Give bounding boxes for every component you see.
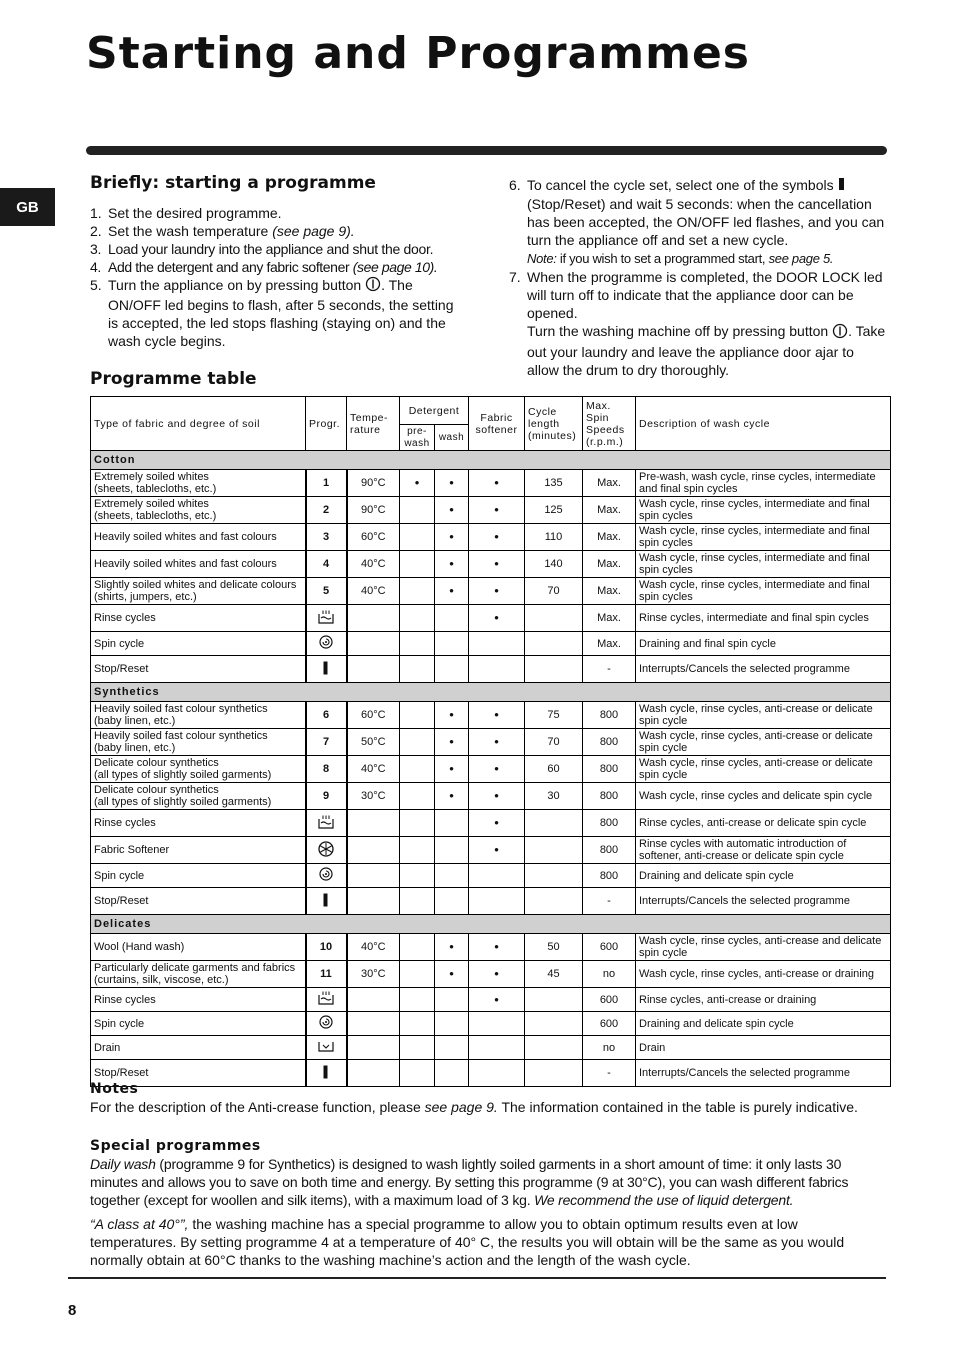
- table-row: [91, 702, 891, 729]
- cell-description: Wash cycle, rinse cycles, intermediate and final spin cycles: [636, 578, 891, 605]
- cell-softener: [469, 1012, 525, 1036]
- table-row: [91, 551, 891, 578]
- cell-temperature: [347, 837, 400, 864]
- cell-cycle-length: 70: [525, 729, 583, 756]
- step-item: 5. Turn the appliance on by pressing button . The ON/OFF led begins to flash, after 5 seconds, the setting is accepted, the led stops flashing (staying on) and the wash cycle begins.: [90, 277, 454, 350]
- cell-prewash: [400, 729, 435, 756]
- cell-description: Drain: [636, 1036, 891, 1060]
- cell-prewash: [400, 888, 435, 915]
- header-prewash: pre-wash: [400, 425, 435, 451]
- header-wash: wash: [435, 425, 469, 451]
- cell-spin-speed: no: [583, 961, 636, 988]
- step-item: 1. Set the desired programme.: [90, 205, 282, 221]
- cell-wash: [435, 656, 469, 683]
- cell-fabric-type: Extremely soiled whites (sheets, tablecloths, etc.): [91, 497, 306, 524]
- cell-programme-number: 9: [306, 783, 347, 810]
- cell-wash: [435, 864, 469, 888]
- cell-wash: [435, 837, 469, 864]
- cell-temperature: [347, 656, 400, 683]
- cell-description: Wash cycle, rinse cycles and delicate spin cycle: [636, 783, 891, 810]
- cell-cycle-length: 135: [525, 470, 583, 497]
- cell-wash: •: [435, 524, 469, 551]
- cell-temperature: [347, 632, 400, 656]
- cell-description: Draining and delicate spin cycle: [636, 1012, 891, 1036]
- brief-heading: Briefly: starting a programme: [90, 173, 376, 193]
- cell-cycle-length: [525, 988, 583, 1012]
- cell-description: Wash cycle, rinse cycles, anti-crease or delicate spin cycle: [636, 729, 891, 756]
- section-row: [91, 451, 891, 470]
- table-row: [91, 656, 891, 683]
- cell-fabric-type: Stop/Reset: [91, 888, 306, 915]
- step-item: 4. Add the detergent and any fabric softener (see page 10).: [90, 259, 438, 275]
- cell-spin-speed: -: [583, 1060, 636, 1087]
- cell-prewash: [400, 578, 435, 605]
- header-spin-speed: Max. Spin Speeds (r.p.m.): [583, 397, 636, 451]
- cell-spin-speed: 600: [583, 1012, 636, 1036]
- cell-wash: •: [435, 470, 469, 497]
- cell-description: Rinse cycles, intermediate and final spin cycles: [636, 605, 891, 632]
- cell-prewash: •: [400, 470, 435, 497]
- cell-softener: •: [469, 702, 525, 729]
- cell-cycle-length: 70: [525, 578, 583, 605]
- cell-programme-symbol: [306, 605, 347, 632]
- cell-temperature: 40°C: [347, 756, 400, 783]
- table-row: [91, 470, 891, 497]
- table-row: [91, 632, 891, 656]
- cell-prewash: [400, 524, 435, 551]
- programme-table: [90, 396, 891, 1087]
- cell-description: Rinse cycles, anti-crease or draining: [636, 988, 891, 1012]
- cell-softener: •: [469, 729, 525, 756]
- cell-temperature: 40°C: [347, 578, 400, 605]
- cell-fabric-type: Slightly soiled whites and delicate colours (shirts, jumpers, etc.): [91, 578, 306, 605]
- cell-fabric-type: Spin cycle: [91, 864, 306, 888]
- table-row: [91, 1012, 891, 1036]
- special-heading: Special programmes: [90, 1138, 261, 1154]
- cell-programme-symbol: [306, 988, 347, 1012]
- cell-cycle-length: [525, 1036, 583, 1060]
- cell-fabric-type: Heavily soiled whites and fast colours: [91, 524, 306, 551]
- cell-softener: •: [469, 783, 525, 810]
- cell-fabric-type: Extremely soiled whites (sheets, tablecloths, etc.): [91, 470, 306, 497]
- cell-description: Wash cycle, rinse cycles, intermediate and final spin cycles: [636, 524, 891, 551]
- table-row: [91, 888, 891, 915]
- cell-prewash: [400, 864, 435, 888]
- section-row: [91, 915, 891, 934]
- cell-description: Wash cycle, rinse cycles, anti-crease and delicate spin cycle: [636, 934, 891, 961]
- cell-programme-number: 6: [306, 702, 347, 729]
- cell-spin-speed: Max.: [583, 578, 636, 605]
- table-row: [91, 524, 891, 551]
- cell-description: Wash cycle, rinse cycles, anti-crease or delicate spin cycle: [636, 756, 891, 783]
- cell-wash: •: [435, 783, 469, 810]
- cell-description: Interrupts/Cancels the selected programme: [636, 1060, 891, 1087]
- notes-text: For the description of the Anti-crease function, please see page 9. The information contained in the table is purely indicative.: [90, 1099, 858, 1115]
- header-type: Type of fabric and degree of soil: [91, 397, 306, 451]
- cell-temperature: [347, 1012, 400, 1036]
- cell-softener: [469, 656, 525, 683]
- notes-heading: Notes: [90, 1081, 139, 1097]
- cell-fabric-type: Fabric Softener: [91, 837, 306, 864]
- table-row: [91, 578, 891, 605]
- cell-wash: •: [435, 551, 469, 578]
- cell-wash: •: [435, 961, 469, 988]
- table-row: [91, 756, 891, 783]
- cell-prewash: [400, 605, 435, 632]
- cell-temperature: [347, 1036, 400, 1060]
- cell-fabric-type: Stop/Reset: [91, 656, 306, 683]
- cell-description: Interrupts/Cancels the selected programme: [636, 888, 891, 915]
- cell-programme-number: 3: [306, 524, 347, 551]
- table-row: [91, 810, 891, 837]
- cell-cycle-length: 30: [525, 783, 583, 810]
- cell-prewash: [400, 934, 435, 961]
- steps-list-right: [509, 176, 889, 379]
- steps-list-left: [90, 204, 465, 350]
- step-item: 3. Load your laundry into the appliance and shut the door.: [90, 241, 434, 257]
- language-tab: GB: [0, 188, 55, 226]
- section-row: [91, 683, 891, 702]
- cell-temperature: 40°C: [347, 551, 400, 578]
- cell-softener: •: [469, 578, 525, 605]
- table-row: [91, 605, 891, 632]
- special-paragraph-a-class: “A class at 40°”, the washing machine has a special programme to allow you to obtain optimum results even at low temperatures. By setting programme 4 at a temperature of 40° C, the results you will obtain will be the same as you would normally obtain at 60°C thanks to the washing machine’s action and the length of the wash cycle.: [90, 1216, 845, 1268]
- cell-fabric-type: Delicate colour synthetics (all types of slightly soiled garments): [91, 783, 306, 810]
- cell-cycle-length: [525, 605, 583, 632]
- cell-programme-symbol: [306, 810, 347, 837]
- cell-fabric-type: Spin cycle: [91, 632, 306, 656]
- cell-temperature: 60°C: [347, 524, 400, 551]
- cell-spin-speed: 800: [583, 810, 636, 837]
- cell-wash: •: [435, 702, 469, 729]
- cell-temperature: 30°C: [347, 783, 400, 810]
- cell-spin-speed: Max.: [583, 632, 636, 656]
- cell-wash: •: [435, 756, 469, 783]
- page-title: Starting and Programmes: [86, 28, 750, 79]
- cell-softener: •: [469, 605, 525, 632]
- cell-wash: [435, 810, 469, 837]
- cell-description: Wash cycle, rinse cycles, anti-crease or delicate spin cycle: [636, 702, 891, 729]
- cell-temperature: 30°C: [347, 961, 400, 988]
- cell-spin-speed: 600: [583, 988, 636, 1012]
- cell-programme-symbol: [306, 1012, 347, 1036]
- cell-fabric-type: Wool (Hand wash): [91, 934, 306, 961]
- cell-fabric-type: Spin cycle: [91, 1012, 306, 1036]
- cell-description: Draining and final spin cycle: [636, 632, 891, 656]
- table-row: [91, 988, 891, 1012]
- step-item: 7. When the programme is completed, the DOOR LOCK led will turn off to indicate that the appliance door can be opened. Turn the washing machine off by pressing button . Take out your laundry and leave the appliance door ajar to allow the drum to dry thoroughly.: [509, 269, 886, 378]
- cell-temperature: 50°C: [347, 729, 400, 756]
- cell-programme-number: 5: [306, 578, 347, 605]
- cell-softener: [469, 632, 525, 656]
- cell-prewash: [400, 783, 435, 810]
- cell-cycle-length: 75: [525, 702, 583, 729]
- header-progr: Progr.: [306, 397, 347, 451]
- header-description: Description of wash cycle: [636, 397, 891, 451]
- cell-softener: •: [469, 756, 525, 783]
- cell-cycle-length: [525, 632, 583, 656]
- table-row: [91, 934, 891, 961]
- cell-description: Rinse cycles with automatic introduction of softener, anti-crease or delicate spin cycle: [636, 837, 891, 864]
- programme-table-body: [91, 451, 891, 1087]
- cell-wash: [435, 632, 469, 656]
- cell-prewash: [400, 756, 435, 783]
- table-row: [91, 497, 891, 524]
- step-item: 6. To cancel the cycle set, select one of the symbols (Stop/Reset) and wait 5 seconds: when the cancellation has been accepted, the ON/OFF led flashes, and you can turn the appliance off and set a new cycle. Note: if you wish to set a programmed start, see page 5.: [509, 177, 885, 267]
- cell-cycle-length: 110: [525, 524, 583, 551]
- section-label: Synthetics: [91, 683, 891, 702]
- cell-programme-number: 4: [306, 551, 347, 578]
- cell-cycle-length: [525, 837, 583, 864]
- cell-temperature: [347, 810, 400, 837]
- cell-wash: •: [435, 934, 469, 961]
- stop-icon: [323, 893, 329, 910]
- softener-icon: [318, 841, 334, 860]
- rinse-icon: [318, 815, 334, 832]
- cell-prewash: [400, 988, 435, 1012]
- step-item: 2. Set the wash temperature (see page 9).: [90, 223, 355, 239]
- cell-spin-speed: no: [583, 1036, 636, 1060]
- cell-fabric-type: Stop/Reset: [91, 1060, 306, 1087]
- cell-description: Rinse cycles, anti-crease or delicate spin cycle: [636, 810, 891, 837]
- cell-cycle-length: 60: [525, 756, 583, 783]
- cell-spin-speed: -: [583, 888, 636, 915]
- spin-icon: [319, 867, 333, 884]
- cell-spin-speed: Max.: [583, 605, 636, 632]
- cell-softener: •: [469, 988, 525, 1012]
- rinse-icon: [318, 610, 334, 627]
- cell-spin-speed: Max.: [583, 470, 636, 497]
- cell-fabric-type: Drain: [91, 1036, 306, 1060]
- cell-programme-symbol: [306, 864, 347, 888]
- cell-programme-symbol: [306, 888, 347, 915]
- cell-cycle-length: [525, 810, 583, 837]
- section-label: Delicates: [91, 915, 891, 934]
- stop-icon: [323, 661, 329, 678]
- cell-programme-number: 7: [306, 729, 347, 756]
- cell-wash: •: [435, 729, 469, 756]
- programme-table-heading: Programme table: [90, 369, 257, 389]
- cell-wash: •: [435, 497, 469, 524]
- cell-prewash: [400, 837, 435, 864]
- cell-softener: •: [469, 551, 525, 578]
- header-temperature: Tempe-rature: [347, 397, 400, 451]
- cell-fabric-type: Delicate colour synthetics (all types of slightly soiled garments): [91, 756, 306, 783]
- cell-wash: [435, 888, 469, 915]
- cell-description: Wash cycle, rinse cycles, intermediate and final spin cycles: [636, 497, 891, 524]
- cell-softener: •: [469, 961, 525, 988]
- cell-temperature: [347, 988, 400, 1012]
- cell-fabric-type: Heavily soiled fast colour synthetics (baby linen, etc.): [91, 702, 306, 729]
- cell-prewash: [400, 961, 435, 988]
- cell-fabric-type: Heavily soiled fast colour synthetics (baby linen, etc.): [91, 729, 306, 756]
- cell-description: Interrupts/Cancels the selected programme: [636, 656, 891, 683]
- cell-spin-speed: -: [583, 656, 636, 683]
- special-programmes-block: [90, 1137, 870, 1269]
- cell-prewash: [400, 551, 435, 578]
- cell-cycle-length: [525, 888, 583, 915]
- cell-softener: •: [469, 837, 525, 864]
- cell-softener: •: [469, 934, 525, 961]
- table-row: [91, 783, 891, 810]
- cell-temperature: 90°C: [347, 470, 400, 497]
- cell-softener: •: [469, 470, 525, 497]
- stop-icon: [323, 1065, 329, 1082]
- table-row: [91, 961, 891, 988]
- cell-prewash: [400, 1036, 435, 1060]
- table-row: [91, 837, 891, 864]
- stop-reset-icon: [838, 177, 846, 195]
- cell-programme-number: 8: [306, 756, 347, 783]
- cell-programme-symbol: [306, 632, 347, 656]
- cell-spin-speed: 800: [583, 756, 636, 783]
- header-softener: Fabric softener: [469, 397, 525, 451]
- cell-spin-speed: Max.: [583, 551, 636, 578]
- cell-softener: [469, 1036, 525, 1060]
- cell-temperature: 90°C: [347, 497, 400, 524]
- cell-temperature: [347, 605, 400, 632]
- cell-programme-symbol: [306, 1036, 347, 1060]
- cell-wash: [435, 605, 469, 632]
- cell-cycle-length: 45: [525, 961, 583, 988]
- cell-softener: [469, 864, 525, 888]
- cell-prewash: [400, 632, 435, 656]
- cell-softener: •: [469, 810, 525, 837]
- cell-fabric-type: Heavily soiled whites and fast colours: [91, 551, 306, 578]
- spin-icon: [319, 1015, 333, 1032]
- cell-prewash: [400, 810, 435, 837]
- table-row: [91, 729, 891, 756]
- cell-prewash: [400, 497, 435, 524]
- cell-cycle-length: 125: [525, 497, 583, 524]
- cell-softener: •: [469, 524, 525, 551]
- cell-temperature: 60°C: [347, 702, 400, 729]
- cell-description: Wash cycle, rinse cycles, intermediate and final spin cycles: [636, 551, 891, 578]
- cell-cycle-length: [525, 864, 583, 888]
- cell-programme-number: 10: [306, 934, 347, 961]
- notes-block: [90, 1080, 870, 1116]
- cell-cycle-length: [525, 656, 583, 683]
- cell-wash: [435, 1036, 469, 1060]
- special-paragraph-daily-wash: Daily wash (programme 9 for Synthetics) is designed to wash lightly soiled garments in a short amount of time: it only lasts 30 minutes and allows you to save on both time and energy. By setting this programme (9 at 30°C), you can wash different fabrics together (except for woollen and silk items), with a maximum load of 3 kg. We recommend the use of liquid detergent.: [90, 1156, 849, 1208]
- cell-programme-number: 2: [306, 497, 347, 524]
- cell-temperature: [347, 864, 400, 888]
- power-button-icon: [365, 276, 381, 296]
- cell-wash: [435, 1012, 469, 1036]
- cell-prewash: [400, 702, 435, 729]
- cell-cycle-length: 140: [525, 551, 583, 578]
- page-number: 8: [68, 1302, 77, 1319]
- header-detergent: Detergent: [400, 397, 469, 425]
- spin-icon: [319, 635, 333, 652]
- cell-spin-speed: 800: [583, 783, 636, 810]
- cell-spin-speed: 800: [583, 864, 636, 888]
- cell-programme-symbol: [306, 837, 347, 864]
- cell-softener: [469, 888, 525, 915]
- cell-fabric-type: Rinse cycles: [91, 988, 306, 1012]
- section-label: Cotton: [91, 451, 891, 470]
- cell-spin-speed: 800: [583, 729, 636, 756]
- table-row: [91, 864, 891, 888]
- cell-wash: •: [435, 578, 469, 605]
- cell-fabric-type: Rinse cycles: [91, 810, 306, 837]
- cell-cycle-length: 50: [525, 934, 583, 961]
- cell-description: Draining and delicate spin cycle: [636, 864, 891, 888]
- footer-divider: [68, 1277, 886, 1279]
- power-button-icon: [832, 323, 848, 343]
- cell-programme-number: 1: [306, 470, 347, 497]
- cell-cycle-length: [525, 1012, 583, 1036]
- cell-spin-speed: 600: [583, 934, 636, 961]
- rinse-icon: [318, 991, 334, 1008]
- table-row: [91, 1036, 891, 1060]
- cell-programme-symbol: [306, 656, 347, 683]
- drain-icon: [318, 1039, 334, 1056]
- cell-spin-speed: 800: [583, 702, 636, 729]
- cell-temperature: [347, 888, 400, 915]
- cell-description: Wash cycle, rinse cycles, anti-crease or draining: [636, 961, 891, 988]
- cell-spin-speed: Max.: [583, 524, 636, 551]
- cell-wash: [435, 988, 469, 1012]
- header-cycle-length: Cycle length (minutes): [525, 397, 583, 451]
- cell-prewash: [400, 656, 435, 683]
- cell-prewash: [400, 1012, 435, 1036]
- cell-softener: •: [469, 497, 525, 524]
- title-divider: [86, 146, 887, 155]
- cell-programme-number: 11: [306, 961, 347, 988]
- cell-fabric-type: Rinse cycles: [91, 605, 306, 632]
- cell-spin-speed: Max.: [583, 497, 636, 524]
- cell-description: Pre-wash, wash cycle, rinse cycles, intermediate and final spin cycles: [636, 470, 891, 497]
- cell-spin-speed: 800: [583, 837, 636, 864]
- cell-fabric-type: Particularly delicate garments and fabrics (curtains, silk, viscose, etc.): [91, 961, 306, 988]
- cell-temperature: 40°C: [347, 934, 400, 961]
